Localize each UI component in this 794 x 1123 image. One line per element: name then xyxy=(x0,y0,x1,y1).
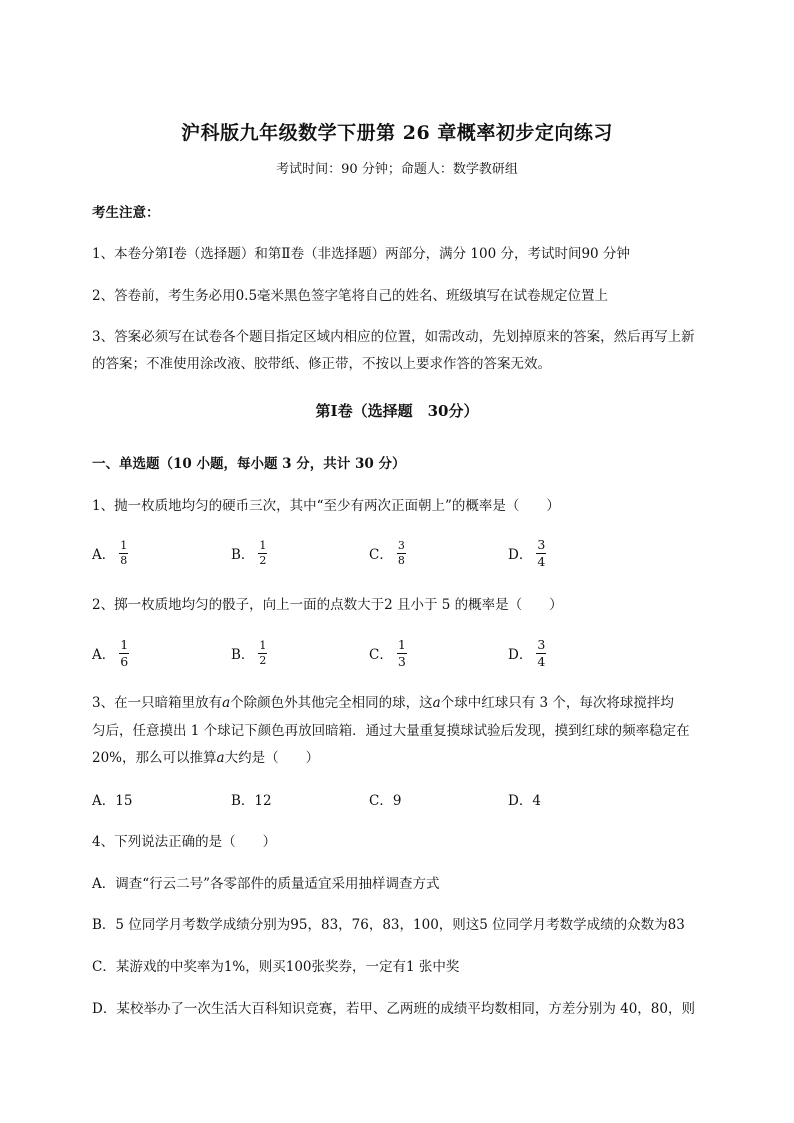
fraction xyxy=(536,638,546,669)
q2-option-a xyxy=(92,635,129,671)
q3-option-b: B．12 xyxy=(231,793,272,809)
q3-stem-line-3 xyxy=(92,746,319,766)
q4-option-a: A．调查“行云二号”各零部件的质量适宜采用抽样调查方式 xyxy=(92,876,440,892)
q1-option-d xyxy=(508,535,546,571)
q1-option-c xyxy=(369,535,406,571)
option-letter: D． xyxy=(508,647,533,663)
q4-option-c: C．某游戏的中奖率为1%，则买100张奖券，一定有1 张中奖 xyxy=(92,959,460,975)
q2-option-c xyxy=(369,635,407,671)
q1-stem: 1、抛一枚质地均匀的硬币三次，其中“至少有两次正面朝上”的概率是（ ） xyxy=(92,498,560,514)
q3-text: 大约是（ ） xyxy=(224,750,320,766)
fraction xyxy=(258,540,267,567)
numerator: 1 xyxy=(259,638,267,652)
q2-option-d xyxy=(508,635,546,671)
notice-item-3: 3、答案必须写在试卷各个题目指定区域内相应的位置，如需改动，先划掉原来的答案，然后再写上新 xyxy=(92,329,695,345)
numerator: 3 xyxy=(537,536,546,552)
fraction xyxy=(397,540,406,567)
denominator: 4 xyxy=(537,553,546,569)
notice-item-3-cont: 的答案；不准使用涂改液、胶带纸、修正带，不按以上要求作答的答案无效。 xyxy=(92,356,551,372)
q2-option-b xyxy=(231,635,267,671)
denominator: 2 xyxy=(259,553,267,567)
q3-stem-line-1 xyxy=(92,691,674,711)
q3-text: 3、在一只暗箱里放有 xyxy=(92,695,223,711)
numerator: 3 xyxy=(397,538,405,552)
fraction xyxy=(119,638,129,669)
section-title: 第Ⅰ卷（选择题 30分） xyxy=(315,402,479,420)
numerator: 1 xyxy=(120,538,128,552)
q3-text: 20%，那么可以推算 xyxy=(92,750,217,766)
exam-info: 考试时间：90 分钟；命题人：数学教研组 xyxy=(276,162,518,177)
denominator: 2 xyxy=(259,653,267,667)
option-letter: D． xyxy=(508,547,533,563)
part-heading: 一、单选题（10 小题，每小题 3 分，共计 30 分） xyxy=(92,456,406,472)
denominator: 8 xyxy=(120,553,128,567)
q3-option-d: D．4 xyxy=(508,793,541,809)
q3-text: 个除颜色外其他完全相同的球，这 xyxy=(230,695,433,711)
notice-item-1: 1、本卷分第Ⅰ卷（选择题）和第Ⅱ卷（非选择题）两部分，满分 100 分，考试时间90 分钟 xyxy=(92,246,630,262)
q3-text: 个球中红球只有 3 个，每次将球搅拌均 xyxy=(440,695,674,711)
q1-option-a xyxy=(92,535,128,571)
q4-option-b: B．5 位同学月考数学成绩分别为95，83，76，83，100，则这5 位同学月考数学成绩的众数为83 xyxy=(92,917,685,933)
option-letter: B． xyxy=(231,647,255,663)
option-letter: B． xyxy=(231,547,255,563)
option-letter: C． xyxy=(369,647,393,663)
fraction xyxy=(258,640,267,667)
q3-option-c: C．9 xyxy=(369,793,402,809)
q2-options xyxy=(92,635,712,671)
fraction xyxy=(119,540,128,567)
variable-a: a xyxy=(432,695,441,711)
page-title: 沪科版九年级数学下册第 26 章概率初步定向练习 xyxy=(181,122,613,144)
denominator: 4 xyxy=(537,653,546,669)
numerator: 1 xyxy=(397,636,406,652)
variable-a: a xyxy=(216,750,225,766)
notice-heading: 考生注意： xyxy=(92,205,160,221)
q3-option-a: A．15 xyxy=(92,793,133,809)
option-letter: A． xyxy=(92,647,116,663)
option-letter: A． xyxy=(92,547,116,563)
option-letter: C． xyxy=(369,547,393,563)
denominator: 8 xyxy=(397,553,405,567)
denominator: 3 xyxy=(397,653,406,669)
q4-option-d: D．某校举办了一次生活大百科知识竞赛，若甲、乙两班的成绩平均数相同，方差分别为 40，80，则 xyxy=(92,1001,695,1017)
variable-a: a xyxy=(222,695,231,711)
numerator: 3 xyxy=(537,636,546,652)
q3-stem-line-2: 匀后，任意摸出 1 个球记下颜色再放回暗箱．通过大量重复摸球试验后发现，摸到红球的频率稳定在 xyxy=(92,723,690,739)
fraction xyxy=(397,638,407,669)
numerator: 1 xyxy=(120,636,129,652)
fraction xyxy=(536,538,546,569)
q1-option-b xyxy=(231,535,267,571)
q4-stem: 4、下列说法正确的是（ ） xyxy=(92,834,277,850)
denominator: 6 xyxy=(120,653,129,669)
notice-item-2: 2、答卷前，考生务必用0.5毫米黑色签字笔将自己的姓名、班级填写在试卷规定位置上 xyxy=(92,288,609,304)
q1-options xyxy=(92,535,712,571)
numerator: 1 xyxy=(259,538,267,552)
q2-stem: 2、掷一枚质地均匀的骰子，向上一面的点数大于2 且小于 5 的概率是（ ） xyxy=(92,597,563,613)
